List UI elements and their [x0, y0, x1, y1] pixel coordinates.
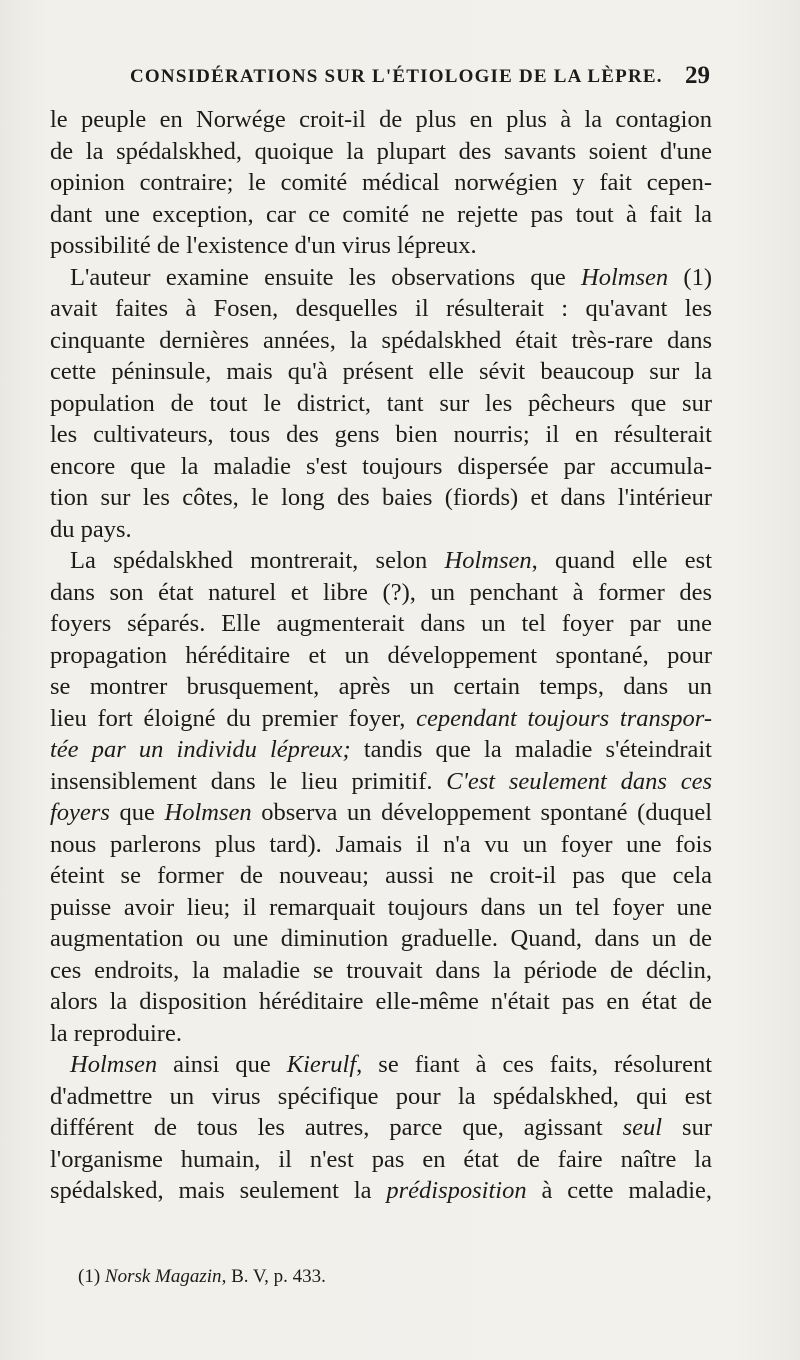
text-segment: éteint se former de nouveau; aussi ne croit-il pas que cela [50, 862, 712, 889]
text-segment: (1) [668, 263, 712, 291]
italic-text: cependant toujours transpor- [416, 704, 712, 732]
italic-text: Kierulf [286, 1051, 357, 1078]
text-line [50, 860, 712, 892]
text-segment: d'admettre un virus spécifique pour la spédalskhed, qui est [50, 1082, 712, 1110]
italic-text: prédisposition [386, 1177, 527, 1204]
text-line [50, 1018, 712, 1050]
italic-text: C'est seulement dans ces [446, 767, 713, 795]
text-line [50, 545, 712, 577]
text-segment: opinion contraire; le comité médical norwégien y fait cepen- [50, 169, 712, 196]
text-line [50, 608, 712, 640]
text-line [50, 923, 712, 955]
text-segment: à cette maladie, [526, 1177, 713, 1204]
text-line [50, 955, 712, 987]
text-line [50, 451, 712, 483]
footnote-citation: , B. V, p. 433. [221, 1266, 326, 1287]
text-line [50, 356, 712, 388]
text-segment: ainsi que [157, 1051, 287, 1078]
text-segment: spédalsked, mais seulement la [50, 1177, 387, 1204]
text-segment: les cultivateurs, tous des gens bien nourris; il en résulterait [50, 421, 712, 448]
text-segment: tandis que la maladie s'éteindrait [350, 736, 712, 763]
text-segment: augmentation ou une diminution graduelle. Quand, dans un de [50, 925, 712, 952]
text-line [50, 199, 712, 231]
text-segment: cette péninsule, mais qu'à présent elle sévit beaucoup sur la [50, 358, 712, 385]
text-segment: insensiblement dans le lieu primitif. [50, 767, 447, 795]
text-segment: différent de tous les autres, parce que, agissant [50, 1114, 623, 1141]
text-line [50, 325, 712, 357]
text-line [50, 293, 712, 325]
text-line [50, 1144, 712, 1176]
italic-text: seul [622, 1114, 663, 1141]
italic-text: Holmsen [70, 1051, 158, 1078]
page-number: 29 [685, 62, 710, 89]
text-segment: cinquante dernières années, la spédalskhed était très-rare dans [50, 326, 712, 354]
footnote [78, 1266, 326, 1288]
text-segment: dant une exception, car ce comité ne rejette pas tout à fait la [50, 200, 712, 228]
text-segment: L'auteur examine ensuite les observations que [70, 263, 582, 291]
text-segment: de la spédalskhed, quoique la plupart des savants soient d'une [50, 137, 712, 165]
text-segment: l'organisme humain, il n'est pas en état de faire naître la [50, 1145, 712, 1173]
running-head [130, 62, 710, 98]
text-segment: du pays. [50, 515, 132, 543]
footnote-source: Norsk Magazin [104, 1266, 222, 1287]
text-line [50, 136, 712, 168]
italic-text: foyers [50, 799, 110, 826]
body-text [50, 104, 712, 1207]
text-segment: se montrer brusquement, après un certain temps, dans un [50, 673, 712, 700]
text-line [50, 577, 712, 609]
text-line [50, 797, 712, 829]
text-line [50, 986, 712, 1018]
text-line [50, 640, 712, 672]
running-title: CONSIDÉRATIONS SUR L'ÉTIOLOGIE DE LA LÈPRE. [130, 66, 663, 87]
text-segment: propagation héréditaire et un développement spontané, pour [50, 641, 712, 669]
text-line [50, 230, 712, 262]
text-line [50, 1081, 712, 1113]
text-segment: observa un développement spontané (duquel [251, 799, 713, 826]
text-line [50, 703, 712, 735]
text-segment: La spédalskhed montrerait, selon [70, 547, 445, 574]
text-line [50, 514, 712, 546]
text-segment: la reproduire. [50, 1019, 182, 1047]
text-line [50, 1112, 712, 1144]
text-segment: sur [662, 1114, 712, 1141]
text-segment: que [109, 799, 165, 826]
text-line [50, 671, 712, 703]
italic-text: Holmsen [164, 799, 252, 826]
text-line [50, 1049, 712, 1081]
italic-text: Holmsen [581, 263, 669, 291]
text-line [50, 104, 712, 136]
text-line [50, 388, 712, 420]
text-segment: encore que la maladie s'est toujours dispersée par accumula- [50, 452, 712, 480]
italic-text: Holmsen [444, 547, 532, 574]
text-line [50, 829, 712, 861]
text-segment: , se fiant à ces faits, résolurent [356, 1051, 712, 1078]
text-segment: avait faites à Fosen, desquelles il résulterait : qu'avant les [50, 295, 712, 322]
text-segment: nous parlerons plus tard). Jamais il n'a vu un foyer une fois [50, 830, 712, 858]
text-segment: possibilité de l'existence d'un virus lépreux. [50, 232, 477, 259]
text-line [50, 482, 712, 514]
italic-text: tée par un individu lépreux; [50, 736, 351, 763]
text-segment: puisse avoir lieu; il remarquait toujours dans un tel foyer une [50, 893, 712, 921]
text-segment: lieu fort éloigné du premier foyer, [50, 704, 417, 732]
text-segment: le peuple en Norwége croit-il de plus en plus à la contagion [50, 106, 712, 133]
text-line [50, 1175, 712, 1207]
footnote-marker: (1) [78, 1266, 105, 1287]
text-segment: tion sur les côtes, le long des baies (fiords) et dans l'intérieur [50, 484, 712, 511]
text-line [50, 766, 712, 798]
text-line [50, 892, 712, 924]
text-segment: foyers séparés. Elle augmenterait dans un tel foyer par une [50, 610, 712, 637]
text-segment: alors la disposition héréditaire elle-même n'était pas en état de [50, 988, 712, 1015]
text-line [50, 167, 712, 199]
text-line [50, 419, 712, 451]
text-segment: dans son état naturel et libre (?), un penchant à former des [50, 578, 712, 606]
text-line [50, 734, 712, 766]
text-segment: population de tout le district, tant sur les pêcheurs que sur [50, 389, 712, 417]
text-segment: , quand elle est [531, 547, 713, 574]
text-line [50, 262, 712, 294]
text-segment: ces endroits, la maladie se trouvait dans la période de déclin, [50, 956, 712, 984]
